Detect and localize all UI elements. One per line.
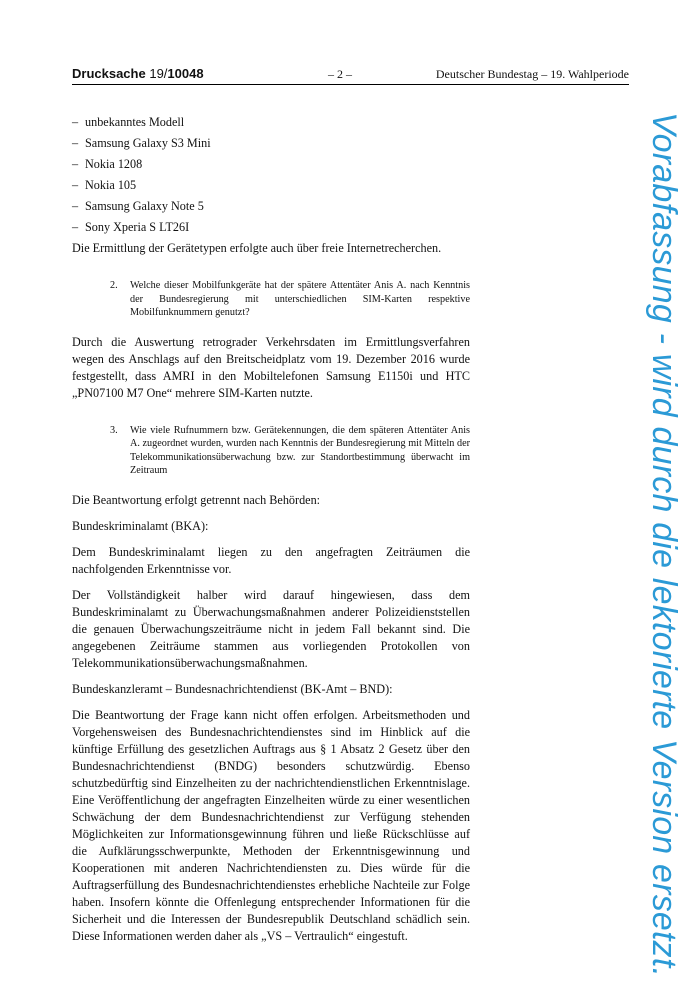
page-header xyxy=(72,66,629,85)
device-list xyxy=(72,114,470,236)
page-number: – 2 – xyxy=(328,67,352,81)
answer-3-intro: Die Beantwortung erfolgt getrennt nach Behörden: xyxy=(72,492,321,507)
list-item: – Nokia 105 xyxy=(72,177,470,194)
question-text: Wie viele Rufnummern bzw. Gerätekennungen, die dem späteren Attentäter Anis A. zugeordnet wurden, wurden nach Kenntnis der Bundesregierung mit Mitteln der Telekommunikationsüberwachung bzw. zur Standortbestimmung überwacht im Zeitraum xyxy=(130,424,470,476)
question-number: 2. xyxy=(110,280,118,291)
answer-2: Durch die Auswertung retrograder Verkehrsdaten im Ermittlungsverfahren wegen des Anschlags auf den Breitscheidplatz vom 19. Dezember 2016 wurde festgestellt, dass AMRI in den Mobiltelefonen Samsung E1150i und HTC „PN07100 M7 One“ mehrere SIM-Karten nutzte. xyxy=(72,334,470,400)
draft-watermark: Vorabfassung - wird durch die lektorierte Version ersetzt. xyxy=(645,112,683,978)
list-item: – Samsung Galaxy S3 Mini xyxy=(72,135,470,152)
paragraph-ermittlung: Die Ermittlung der Gerätetypen erfolgte auch über freie Internetrecherchen. xyxy=(72,241,442,255)
document-number: Drucksache 19/10048 xyxy=(72,66,204,81)
bka-heading: Bundeskriminalamt (BKA): xyxy=(72,518,209,533)
bka-paragraph-1: Dem Bundeskriminalamt liegen zu den angefragten Zeiträumen die nachfolgenden Erkenntnisse vor. xyxy=(72,544,470,576)
question-2 xyxy=(110,279,470,320)
question-number: 3. xyxy=(110,424,118,436)
list-item: – unbekanntes Modell xyxy=(72,114,470,131)
institution-label: Deutscher Bundestag – 19. Wahlperiode xyxy=(435,67,629,81)
list-item: – Sony Xperia S LT26I xyxy=(72,219,470,236)
question-3 xyxy=(110,424,470,478)
question-text: Welche dieser Mobilfunkgeräte hat der spätere Attentäter Anis A. nach Kenntnis der Bundesregierung mit unterschiedlichen SIM-Karten respektive Mobilfunknummern genutzt? xyxy=(130,280,470,318)
document-body xyxy=(72,114,470,954)
bnd-paragraph: Die Beantwortung der Frage kann nicht offen erfolgen. Arbeitsmethoden und Vorgehensweisen des Bundesnachrichtendienstes sind im Hinblick auf die künftige Erfüllung des gesetzlichen Auftrags aus § 1 Absatz 2 Gesetz über den Bundesnachrichtendienst (BNDG) besonders schutzwürdig. Ebenso schutzbedürftig sind Einzelheiten zu der nachrichtendienstlichen Erkenntnislage. Eine Veröffentlichung der angefragten Einzelheiten würde zu einer wesentlichen Schwächung der dem Bundesnachrichtendienst zur Verfügung stehenden Möglichkeiten zur Informationsgewinnung führen und ließe Rückschlüsse auf die Aufklärungsschwerpunkte, Methoden der Erkenntnisgewinnung und Kooperationen mit anderen Nachrichtendiensten zu. Dies würde für die Auftragserfüllung des Bundesnachrichtendienstes erhebliche Nachteile zur Folge haben. Insofern könnte die Offenlegung entsprechender Informationen für die Sicherheit und die Interessen der Bundesrepublik Deutschland schädlich sein. Diese Informationen werden daher als „VS – Vertraulich“ eingestuft. xyxy=(72,707,470,943)
list-item: – Nokia 1208 xyxy=(72,156,470,173)
bnd-heading: Bundeskanzleramt – Bundesnachrichtendienst (BK-Amt – BND): xyxy=(72,681,393,696)
bka-paragraph-2: Der Vollständigkeit halber wird darauf hingewiesen, dass dem Bundeskriminalamt zu Überwachungsmaßnahmen anderer Polizeidienststellen die genauen Überwachungszeiträume nicht in jedem Fall bekannt sind. Die angegebenen Zeiträume stammen aus vorliegenden Protokollen von Telekommunikationsüberwachungsmaßnahmen. xyxy=(72,587,470,670)
list-item: – Samsung Galaxy Note 5 xyxy=(72,198,470,215)
